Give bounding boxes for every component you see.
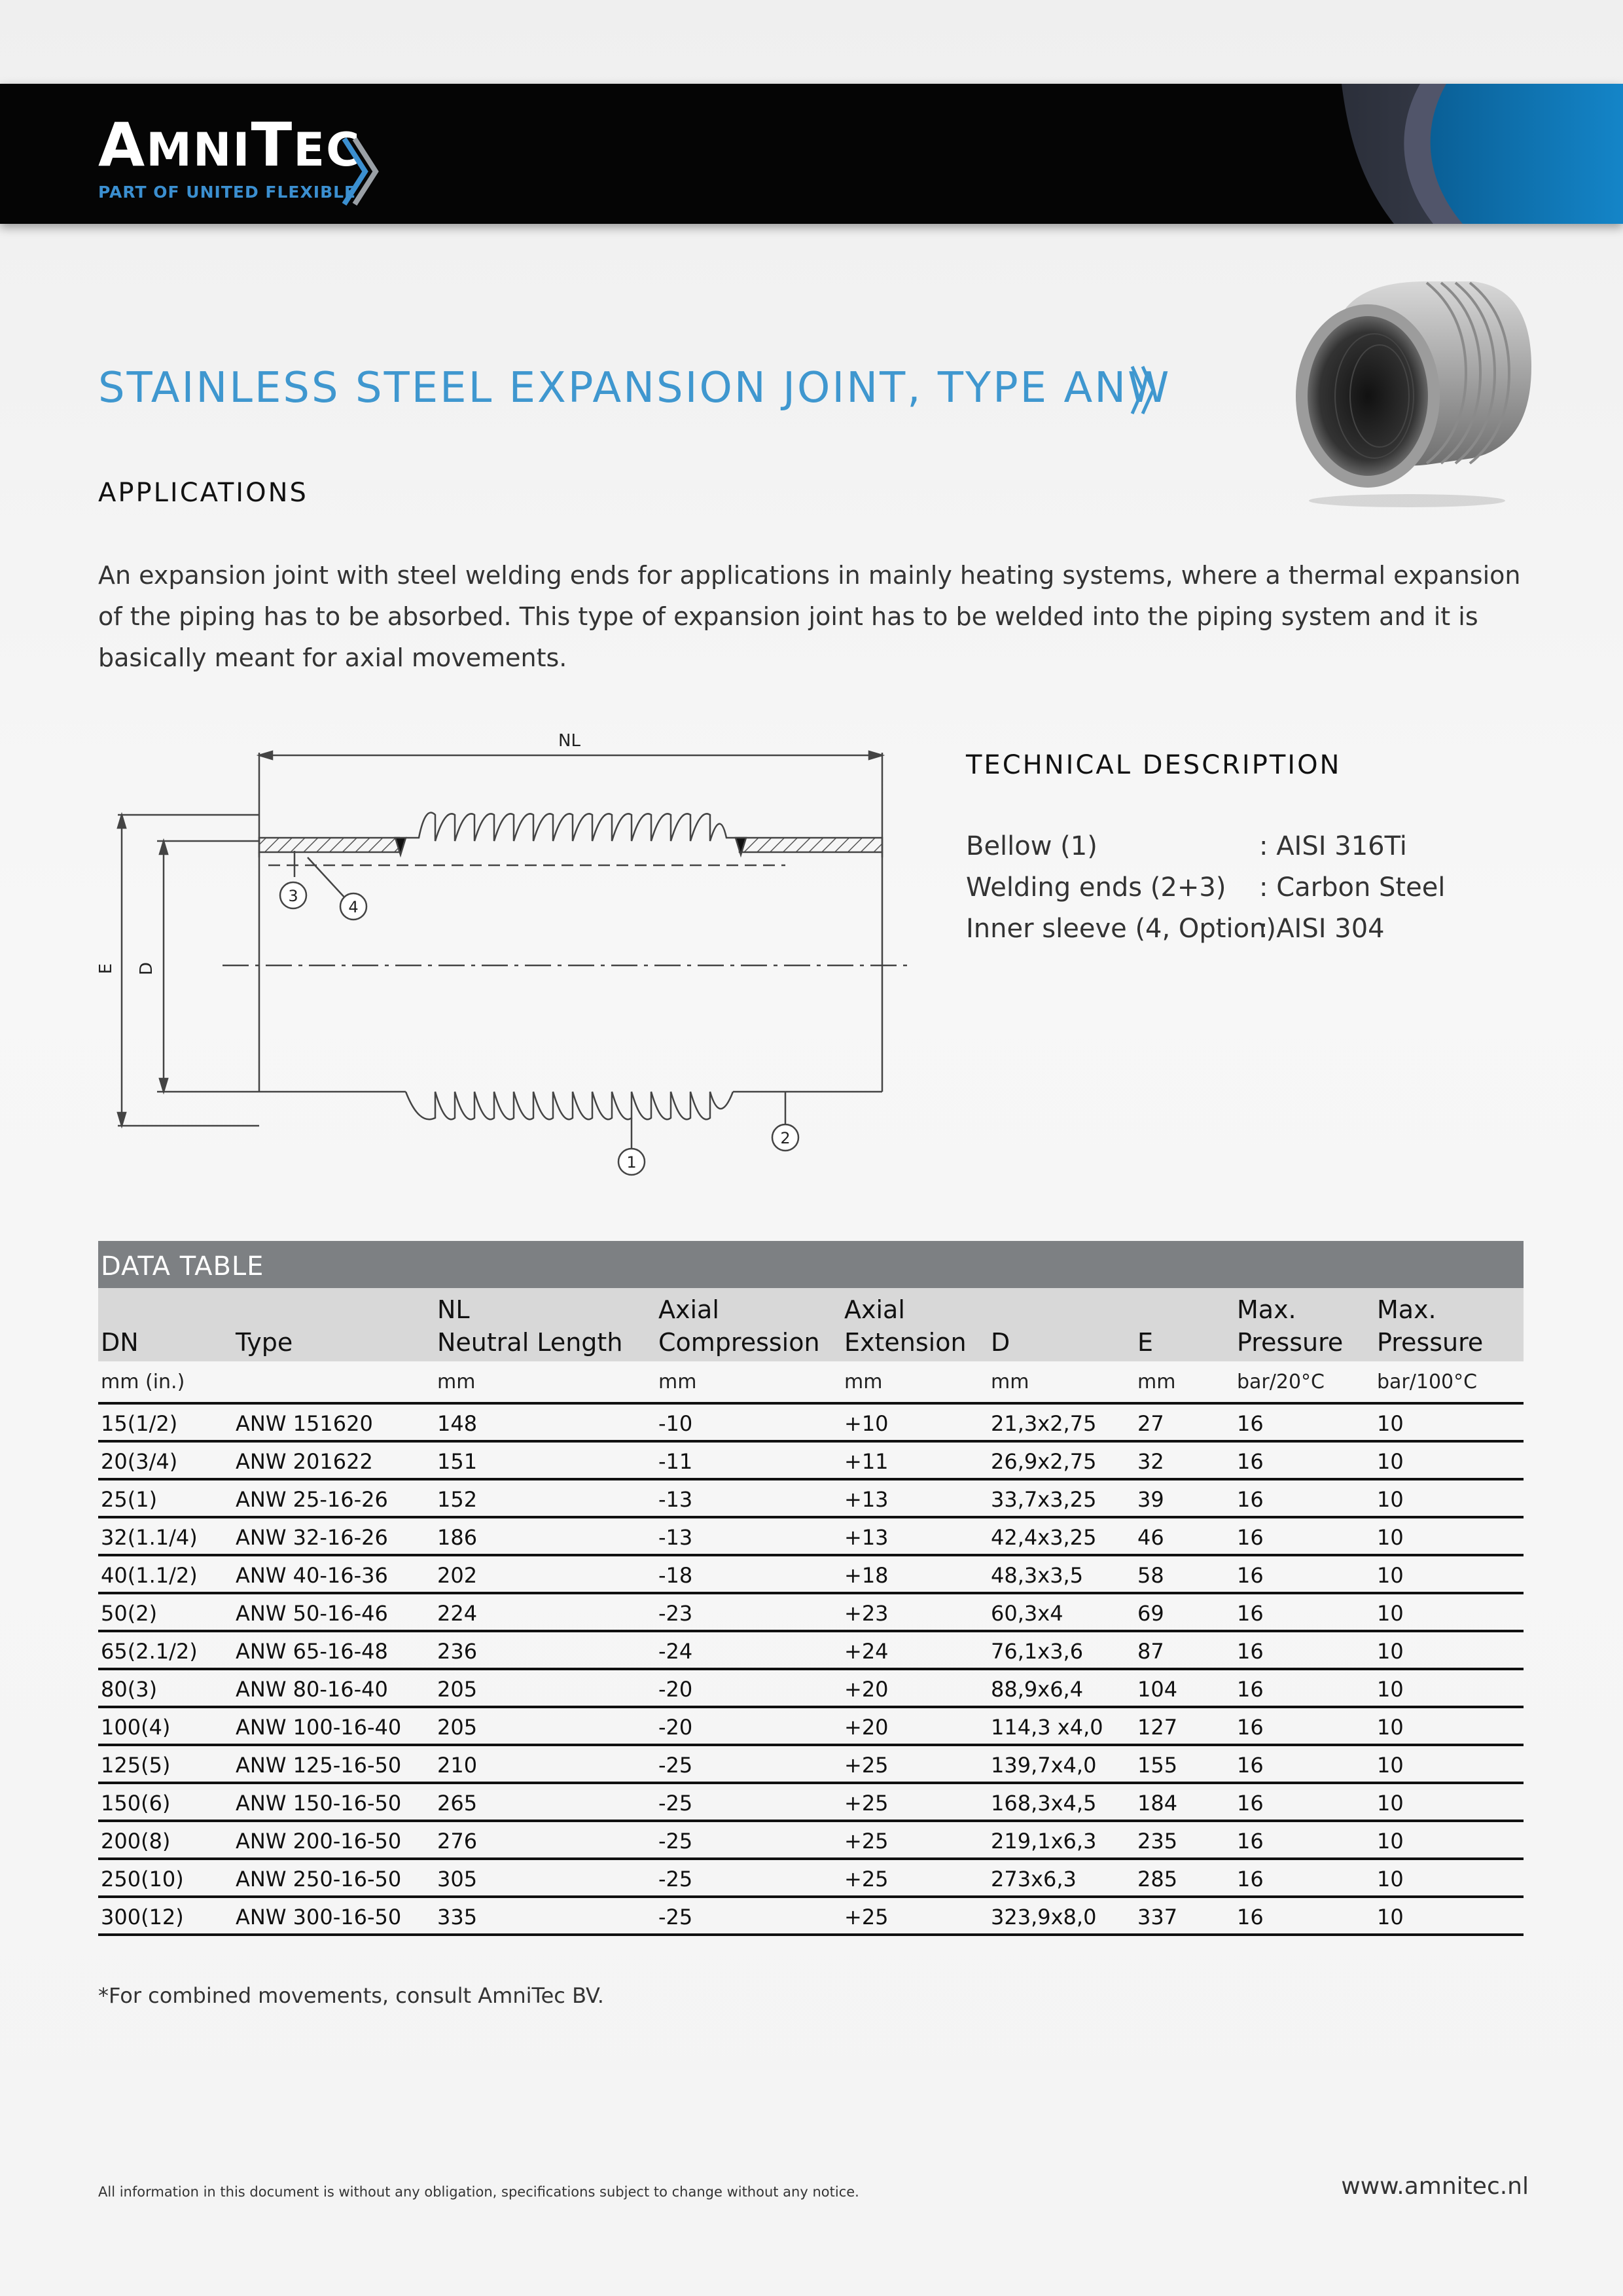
header-line-1 (991, 1293, 1010, 1326)
table-cell: -13 (658, 1487, 693, 1512)
header-line-1: Max. (1377, 1295, 1436, 1324)
table-cell: 125(5) (101, 1753, 171, 1778)
table-header-cell (658, 1293, 820, 1359)
table-cell: ANW 300-16-50 (236, 1905, 402, 1929)
table-cell: 300(12) (101, 1905, 184, 1929)
table-cell: 10 (1377, 1677, 1404, 1702)
table-cell: 184 (1137, 1791, 1178, 1816)
table-cell: 48,3x3,5 (991, 1563, 1084, 1588)
table-cell: 10 (1377, 1753, 1404, 1778)
table-cell: -13 (658, 1525, 693, 1550)
table-cell: 224 (437, 1601, 478, 1626)
table-header-cell (101, 1293, 139, 1359)
table-cell: +11 (844, 1449, 889, 1474)
table-row (98, 1632, 1524, 1670)
table-cell: 16 (1237, 1867, 1264, 1892)
table-cell: ANW 32-16-26 (236, 1525, 388, 1550)
table-cell: 10 (1377, 1525, 1404, 1550)
table-cell: ANW 200-16-50 (236, 1829, 402, 1854)
header-line-1: Axial (844, 1295, 905, 1324)
header-line-1: NL (437, 1295, 470, 1324)
table-cell: 127 (1137, 1715, 1178, 1740)
table-cell: 236 (437, 1639, 478, 1664)
header-line-2: Extension (844, 1328, 967, 1357)
logo-tagline: PART OF UNITED FLEXIBLE (98, 183, 357, 202)
header-line-2: Pressure (1377, 1328, 1484, 1357)
table-row (98, 1518, 1524, 1556)
table-row (98, 1405, 1524, 1443)
table-cell: -25 (658, 1867, 693, 1892)
table-cell: 151 (437, 1449, 478, 1474)
table-row (98, 1784, 1524, 1822)
table-cell: +20 (844, 1715, 889, 1740)
table-cell: ANW 25-16-26 (236, 1487, 388, 1512)
table-cell: 16 (1237, 1905, 1264, 1929)
table-cell: 20(3/4) (101, 1449, 178, 1474)
table-cell: 10 (1377, 1563, 1404, 1588)
table-cell: 323,9x8,0 (991, 1905, 1097, 1929)
data-table-title: DATA TABLE (98, 1241, 1524, 1288)
table-cell: 335 (437, 1905, 478, 1929)
table-cell: 104 (1137, 1677, 1178, 1702)
nl-dimension-label: NL (558, 731, 580, 751)
callout-3: 3 (288, 887, 298, 905)
table-cell: 202 (437, 1563, 478, 1588)
table-cell: 16 (1237, 1829, 1264, 1854)
table-cell: 40(1.1/2) (101, 1563, 198, 1588)
table-cell: 16 (1237, 1563, 1264, 1588)
technical-description-heading: TECHNICAL DESCRIPTION (966, 750, 1342, 780)
spec-value: : AISI 304 (1259, 914, 1385, 944)
table-row (98, 1594, 1524, 1632)
table-cell: 337 (1137, 1905, 1178, 1929)
table-cell: 65(2.1/2) (101, 1639, 198, 1664)
table-cell: ANW 100-16-40 (236, 1715, 402, 1740)
table-cell: 16 (1237, 1715, 1264, 1740)
table-header-cell (1377, 1293, 1483, 1359)
table-header-cell (991, 1293, 1010, 1359)
table-cell: 205 (437, 1715, 478, 1740)
table-cell: 250(10) (101, 1867, 184, 1892)
table-cell: +25 (844, 1867, 889, 1892)
table-cell: +24 (844, 1639, 889, 1664)
header-line-2: DN (101, 1328, 139, 1357)
table-cell: -20 (658, 1677, 693, 1702)
table-cell: 148 (437, 1411, 478, 1436)
table-cell: 114,3 x4,0 (991, 1715, 1103, 1740)
table-cell: -18 (658, 1563, 693, 1588)
table-cell: +25 (844, 1791, 889, 1816)
table-cell: 46 (1137, 1525, 1164, 1550)
table-cell: 10 (1377, 1639, 1404, 1664)
table-cell: 21,3x2,75 (991, 1411, 1097, 1436)
technical-description-list (966, 826, 1445, 950)
table-unit-cell: mm (658, 1371, 697, 1393)
title-chevron-icon (1130, 364, 1158, 416)
table-cell: 273x6,3 (991, 1867, 1077, 1892)
table-cell: -25 (658, 1791, 693, 1816)
table-cell: 16 (1237, 1753, 1264, 1778)
spec-key: Bellow (1) (966, 831, 1097, 861)
table-cell: 10 (1377, 1715, 1404, 1740)
page-title: STAINLESS STEEL EXPANSION JOINT, TYPE ANW (98, 364, 1171, 412)
footer-disclaimer: All information in this document is without any obligation, specifications subject to change without any notice. (98, 2184, 859, 2200)
table-row (98, 1746, 1524, 1784)
table-unit-cell: mm (844, 1371, 883, 1393)
table-cell: 205 (437, 1677, 478, 1702)
table-cell: 16 (1237, 1449, 1264, 1474)
table-unit-cell: bar/20°C (1237, 1371, 1325, 1393)
table-row (98, 1860, 1524, 1898)
table-cell: 10 (1377, 1829, 1404, 1854)
table-cell: ANW 150-16-50 (236, 1791, 402, 1816)
table-unit-cell: mm (437, 1371, 476, 1393)
table-unit-cell: bar/100°C (1377, 1371, 1478, 1393)
table-cell: -20 (658, 1715, 693, 1740)
table-cell: 16 (1237, 1525, 1264, 1550)
table-cell: 87 (1137, 1639, 1164, 1664)
header-line-2: D (991, 1328, 1010, 1357)
table-cell: 16 (1237, 1639, 1264, 1664)
table-cell: ANW 65-16-48 (236, 1639, 388, 1664)
table-cell: +25 (844, 1829, 889, 1854)
spec-key: Welding ends (2+3) (966, 872, 1226, 903)
table-cell: 10 (1377, 1487, 1404, 1512)
table-cell: 16 (1237, 1487, 1264, 1512)
table-cell: 16 (1237, 1791, 1264, 1816)
spec-value: : AISI 316Ti (1259, 831, 1407, 861)
table-row (98, 1556, 1524, 1594)
table-cell: ANW 50-16-46 (236, 1601, 388, 1626)
table-cell: 39 (1137, 1487, 1164, 1512)
table-cell: 10 (1377, 1601, 1404, 1626)
table-cell: 16 (1237, 1411, 1264, 1436)
spec-row-bellow (966, 826, 1445, 867)
table-row (98, 1443, 1524, 1480)
spec-value: : Carbon Steel (1259, 872, 1446, 903)
table-cell: 76,1x3,6 (991, 1639, 1084, 1664)
d-dimension-label: D (137, 961, 156, 976)
table-unit-cell: mm (1137, 1371, 1176, 1393)
table-cell: 152 (437, 1487, 478, 1512)
table-row (98, 1898, 1524, 1936)
table-cell: 186 (437, 1525, 478, 1550)
callout-2: 2 (780, 1129, 791, 1147)
table-cell: 32(1.1/4) (101, 1525, 198, 1550)
table-cell: 58 (1137, 1563, 1164, 1588)
applications-text: An expansion joint with steel welding ends for applications in mainly heating systems, where a thermal expansion of the piping has to be absorbed. This type of expansion joint has to be welded into the piping system and it is basically meant for axial movements. (98, 561, 1521, 672)
table-header-cell (1137, 1293, 1153, 1359)
table-unit-cell: mm (991, 1371, 1029, 1393)
table-cell: 139,7x4,0 (991, 1753, 1097, 1778)
spec-key: Inner sleeve (4, Option) (966, 914, 1277, 944)
table-unit-cell: mm (in.) (101, 1371, 185, 1393)
table-cell: ANW 80-16-40 (236, 1677, 388, 1702)
table-cell: 50(2) (101, 1601, 158, 1626)
data-table (98, 1241, 1524, 1936)
table-header-row (98, 1288, 1524, 1361)
table-cell: 276 (437, 1829, 478, 1854)
table-cell: 150(6) (101, 1791, 171, 1816)
table-header-cell (1237, 1293, 1343, 1359)
table-cell: ANW 125-16-50 (236, 1753, 402, 1778)
table-cell: 60,3x4 (991, 1601, 1063, 1626)
header-line-2: E (1137, 1328, 1154, 1357)
table-cell: 16 (1237, 1601, 1264, 1626)
table-cell: 42,4x3,25 (991, 1525, 1097, 1550)
header-line-1 (1137, 1293, 1153, 1326)
table-cell: 88,9x6,4 (991, 1677, 1084, 1702)
table-cell: 25(1) (101, 1487, 158, 1512)
table-cell: 200(8) (101, 1829, 171, 1854)
logo-chevron-icon (340, 135, 380, 208)
table-cell: +23 (844, 1601, 889, 1626)
table-cell: 16 (1237, 1677, 1264, 1702)
table-cell: 100(4) (101, 1715, 171, 1740)
callout-4: 4 (348, 898, 359, 916)
amnitec-logo (98, 110, 361, 202)
header-line-1: Max. (1237, 1295, 1296, 1324)
table-cell: 10 (1377, 1411, 1404, 1436)
table-cell: 10 (1377, 1791, 1404, 1816)
header-line-1 (101, 1293, 139, 1326)
table-cell: ANW 201622 (236, 1449, 373, 1474)
table-cell: ANW 40-16-36 (236, 1563, 388, 1588)
table-cell: -23 (658, 1601, 693, 1626)
table-cell: 26,9x2,75 (991, 1449, 1097, 1474)
table-cell: +25 (844, 1905, 889, 1929)
table-cell: 265 (437, 1791, 478, 1816)
table-header-cell (236, 1293, 293, 1359)
header-line-1: Axial (658, 1295, 719, 1324)
table-cell: -25 (658, 1753, 693, 1778)
table-row (98, 1822, 1524, 1860)
table-cell: +18 (844, 1563, 889, 1588)
table-cell: 80(3) (101, 1677, 158, 1702)
e-dimension-label: E (96, 963, 116, 975)
table-cell: +10 (844, 1411, 889, 1436)
table-cell: 10 (1377, 1449, 1404, 1474)
expansion-joint-product-image (1270, 275, 1531, 511)
header-line-1 (236, 1293, 293, 1326)
table-cell: 285 (1137, 1867, 1178, 1892)
header-band (0, 84, 1623, 224)
header-line-2: Neutral Length (437, 1328, 623, 1357)
callout-1: 1 (626, 1153, 637, 1172)
table-cell: 219,1x6,3 (991, 1829, 1097, 1854)
table-cell: +25 (844, 1753, 889, 1778)
table-cell: +13 (844, 1525, 889, 1550)
table-cell: 305 (437, 1867, 478, 1892)
table-row (98, 1480, 1524, 1518)
table-cell: 32 (1137, 1449, 1164, 1474)
table-cell: +13 (844, 1487, 889, 1512)
table-cell: 10 (1377, 1867, 1404, 1892)
header-swoosh-graphic (1322, 84, 1623, 224)
table-cell: 235 (1137, 1829, 1178, 1854)
table-header-cell (844, 1293, 967, 1359)
footnote: *For combined movements, consult AmniTec BV. (98, 1983, 604, 2008)
table-cell: -10 (658, 1411, 693, 1436)
header-line-2: Compression (658, 1328, 820, 1357)
table-cell: ANW 151620 (236, 1411, 373, 1436)
footer-website-link[interactable]: www.amnitec.nl (1341, 2173, 1529, 2200)
header-line-2: Pressure (1237, 1328, 1344, 1357)
table-cell: -25 (658, 1829, 693, 1854)
header-line-2: Type (236, 1328, 293, 1357)
table-cell: -25 (658, 1905, 693, 1929)
logo-wordmark: AMNITEC (98, 110, 361, 180)
table-cell: 210 (437, 1753, 478, 1778)
table-cell: 10 (1377, 1905, 1404, 1929)
applications-heading: APPLICATIONS (98, 478, 308, 508)
table-cell: +20 (844, 1677, 889, 1702)
table-cell: 27 (1137, 1411, 1164, 1436)
spec-row-welding-ends (966, 867, 1445, 908)
table-cell: 33,7x3,25 (991, 1487, 1097, 1512)
table-body (98, 1405, 1524, 1936)
spec-row-inner-sleeve (966, 908, 1445, 950)
technical-drawing (92, 726, 916, 1185)
table-cell: 69 (1137, 1601, 1164, 1626)
table-cell: 168,3x4,5 (991, 1791, 1097, 1816)
table-row (98, 1708, 1524, 1746)
table-units-row (98, 1361, 1524, 1405)
table-row (98, 1670, 1524, 1708)
table-cell: -24 (658, 1639, 693, 1664)
table-cell: -11 (658, 1449, 693, 1474)
table-cell: 155 (1137, 1753, 1178, 1778)
table-cell: 15(1/2) (101, 1411, 178, 1436)
table-header-cell (437, 1293, 622, 1359)
table-cell: ANW 250-16-50 (236, 1867, 402, 1892)
